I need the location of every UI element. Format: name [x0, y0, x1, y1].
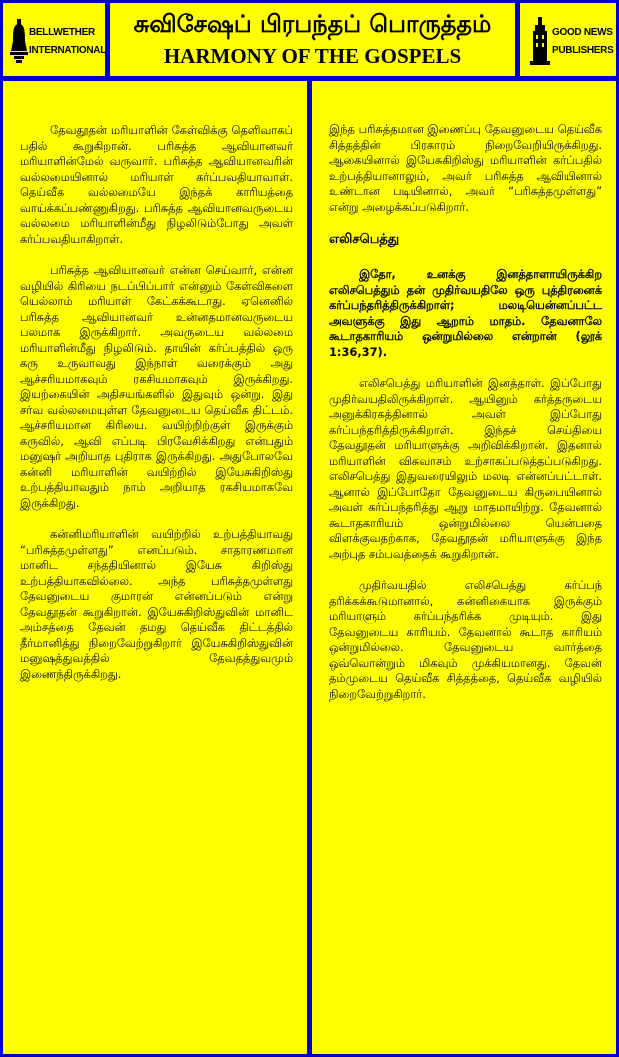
paragraph: தேவதூதன் மரியாளின் கேள்விக்கு தெளிவாகப் பதில் கூறுகிறான். பரிசுத்த ஆவியானவர் மரியாளின்மேல் வருவார். பரிசுத்த ஆவியானவரின் வல்லமையினால் மரியாள் கர்ப்பவதியாவாள். தெய்வீக வல்லமையே இந்தக் காரியத்தை வாய்க்கப்பண்ணுகிறது. பரிசுத்த ஆவியானவருடைய வல்லமை மரியாளின்மீது நிழலிடும்போது அவள் கர்ப்பவதியாகிறாள்.	[20, 123, 293, 246]
paragraph: முதிர்வயதில் எலிசபெத்து கர்ப்பந் தரிக்கக்கூடுமானால், கன்னிகையாக இருக்கும் மரியாளும் கர்ப்பந்தரிக்க முடியும். இது தேவனுடைய காரியம். தேவனால் கூடாத காரியம் ஒன்றுமில்லை. தேவனுடைய வார்த்தை ஒவ்வொன்றும் மிகவும் முக்கியமானது. தேவன் தம்முடைய தெய்வீக சித்தத்தை, தெய்வீக வழியில் நிறைவேற்றுகிறார்.	[329, 578, 602, 701]
logo-right-line1: GOOD NEWS	[552, 27, 613, 38]
right-column	[312, 81, 616, 1054]
paragraph: எலிசபெத்து மரியாளின் இனத்தாள். இப்போது முதிர்வயதிலிருக்கிறாள். ஆயினும் கர்த்தருடைய அனுக்கிரகத்தினால் அவள் இப்போது கர்ப்பந்தரித்திருக்கிறாள். இந்தச் செய்தியை தேவதூதன் மரியாளுக்கு அறிவிக்கிறான். இதனால் மரியாளின் விசுவாசம் உற்சாகப்படுத்தப்படுகிறது. எலிசபெத்து இதுவரையிலும் மலடி என்னப்பட்டாள். ஆனால் இப்போதோ தேவனுடைய கிருபையினால் அவள் கர்ப்பந்தரித்து ஆறு மாதமாயிற்று. தேவனால் கூடாதகாரியம் ஒன்றுமில்லை யென்பதை விளக்குவதற்காக, தேவதூதன் மரியாளுக்கு இந்த அற்புத சம்பவத்தைக் கூறுகிறான்.	[329, 376, 602, 561]
logo-good-news	[520, 3, 616, 76]
logo-bellwether	[3, 3, 105, 76]
page-title-tamil: சுவிசேஷப் பிரபந்தப் பொருத்தம்	[133, 10, 492, 38]
section-heading: எலிசபெத்து	[329, 232, 400, 247]
logo-left-line2: INTERNATIONAL	[29, 45, 107, 56]
page-title-english: HARMONY OF THE GOSPELS	[163, 44, 462, 68]
left-column	[3, 81, 307, 1054]
logo-left-line1: BELLWETHER	[29, 27, 95, 38]
paragraph: இந்த பரிசுத்தமான இணைப்பு தேவனுடைய தெய்வீக சித்தத்தின் பிரகாரம் நிறைவேறியிருக்கிறது. ஆகையினால் இயேசுகிறிஸ்து மரியாளின் கர்ப்பதில் உற்பத்தியானாலும், அவர் பரிசுத்த ஆவியினால் உண்டான படியினால், அவர் “பரிசுத்தமுள்ளது” என்று அழைக்கப்படுகிறார்.	[329, 122, 602, 214]
paragraph: பரிசுத்த ஆவியானவர் என்ன செய்வார், என்ன வழியில் கிரியை நடப்பிப்பார் என்னும் கேள்விகளை யெல்லாம் மரியாள் கேட்கக்கூடாது. ஏனெனில் பரிசுத்த ஆவியானவர் உன்னதமானவருடைய பலமாக இருக்கிறார். அவருடைய வல்லமை மரியாளின்மீது நிழலிடும். தாயின் கர்ப்பத்தில் ஒரு கரு உருவாவது இந்நாள் வரைக்கும் அது ஆச்சரியமாகவும் ரகசியமாகவும் இருக்கிறது. இயற்கையின் அதிசயங்களில் இதுவும் ஒன்று. இது சர்வ வல்லமையுள்ள தேவனுடைய தெய்வீக திட்டம். ஆச்சரியமான கிரியை. வயிற்றிற்குள் இருக்கும் கருவில், ஆவி எப்படி பிரவேசிக்கிறது என்பதும் மனுஷர் அறியாத புதிராக இருக்கிறது. அதுபோலவே கன்னி மரியாளின் வயிற்றில் இயேசுகிறிஸ்து உற்பத்தியாவதும் நாம் அறியாத ரகசியமாகவே இருக்கிறது.	[20, 263, 293, 510]
building-icon	[530, 17, 550, 65]
logo-right-line2: PUBLISHERS	[552, 45, 614, 56]
paragraph: கன்னிமரியாளின் வயிற்றில் உற்பத்தியாவது “பரிசுத்தமுள்ளது” எனப்படும். சாதாரணமான மானிட சந்ததியினால் இயேசு கிறிஸ்து உற்பத்தியாகவில்லை. அந்த பரிசுத்தமுள்ளது தேவனுடைய குமாரன் என்னப்படும் என்று தேவதூதன் கூறுகிறான். இயேசுகிறிஸ்துவின் மானிட அம்சத்தை தேவன் தமது தெய்வீக திட்டத்தில் தீர்மானித்து நிறைவேற்றுகிறார் இயேசுகிறிஸ்துவின் மனுஷத்துவத்தில் தேவதத்துவமும் இணைந்திருக்கிறது.	[20, 527, 293, 681]
bell-icon	[10, 19, 28, 63]
scripture-quote: இதோ, உனக்கு இனத்தாளாயிருக்கிற எலிசபெத்தும் தன் முதிர்வயதிலே ஒரு புத்திரனைக் கர்ப்பந்தரித்திருக்கிறாள்; மலடியென்னப்பட்ட அவளுக்கு இது ஆறாம் மாதம். தேவனாலே கூடாதகாரியம் ஒன்றுமில்லை என்றான் (லூக் 1:36,37).	[329, 267, 602, 359]
header-title-box	[110, 3, 515, 76]
